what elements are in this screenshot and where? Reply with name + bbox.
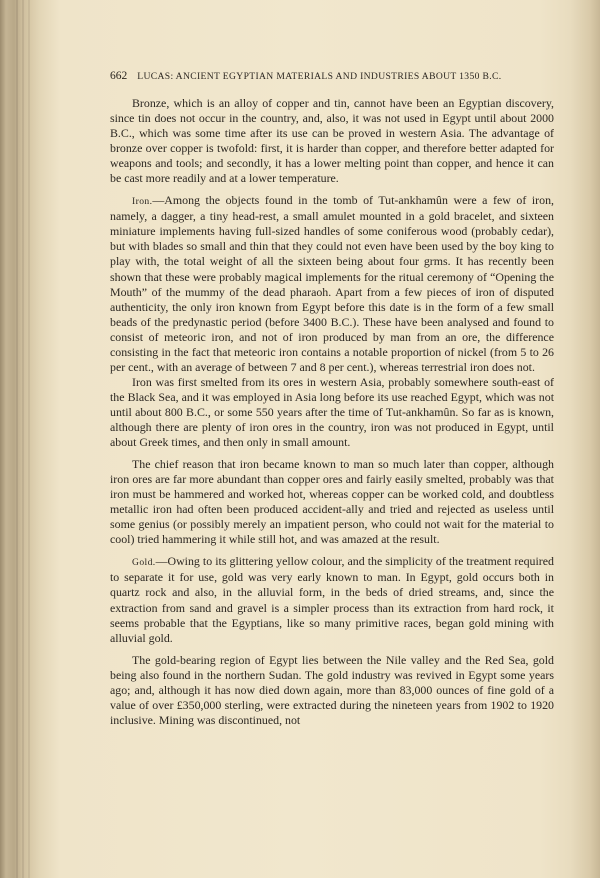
body-text bbox=[110, 96, 554, 728]
paragraph-iron-reason bbox=[110, 457, 554, 547]
section-heading-iron: Iron. bbox=[132, 196, 153, 208]
paragraph-text: —Owing to its glittering yellow colour, and the simplicity of the treatment required to separate it for use, gold was very early known to man. In Egypt, gold occurs both in quartz rock and also, in the alluvial form, in the beds of dried streams, and, since the extraction from sand and gravel is a simpler process than its extraction from hard rock, it seems probable that the Egyptians, like so many primitive races, began gold mining with alluvial gold. bbox=[110, 554, 554, 645]
paragraph-iron bbox=[110, 193, 554, 375]
paragraph-text: —Among the objects found in the tomb of Tut-ankhamûn were a few of iron, namely, a dagger, a tiny head-rest, a small amulet mounted in a gold bracelet, and sixteen miniature implements having full-sized handles of some coniferous wood (probably cedar), but with blades so small and thin that they could not even have been used by the boy king to play with, the total weight of all the sixteen being about four grms. It has recently been shown that these were probably magical implements for the ritual ceremony of “Opening the Mouth” of the mummy of the dead pharaoh. Apart from a few pieces of iron of disputed authenticity, the only iron known from Egypt before this date is in the form of a few small beads of the predynastic period (before 3400 B.C.). These have been analysed and found to consist of meteoric iron, and not of iron produced by man from an ore, the difference consisting in the fact that meteoric iron contains a notable proportion of nickel (from 5 to 26 per cent., with an average of between 7 and 8 per cent.), whereas terrestrial iron does not. bbox=[110, 193, 554, 374]
paragraph-text: The gold-bearing region of Egypt lies between the Nile valley and the Red Sea, gold being also found in the northern Sudan. The gold industry was revived in Egypt some years ago; and, although it has now died down again, more than 83,000 ounces of fine gold of a value of over £350,000 sterling, were extracted during the nineteen years from 1902 to 1920 inclusive. Mining was discontinued, not bbox=[110, 652, 554, 727]
page-edge-shadow bbox=[22, 0, 24, 878]
paragraph-gold bbox=[110, 554, 554, 645]
running-head-title: LUCAS: ANCIENT EGYPTIAN MATERIALS AND INDUSTRIES ABOUT 1350 B.C. bbox=[137, 71, 502, 82]
paragraph-text: Iron was first smelted from its ores in western Asia, probably somewhere south-east of the Black Sea, and it was employed in Asia long before its use reached Egypt, which was not until about 800 B.C., or some 550 years after the time of Tut-ankhamûn. So far as is known, although there are plenty of iron ores in the country, iron was not produced in Egypt, until about Greek times, and then only in small amount. bbox=[110, 374, 554, 450]
paragraph-text: The chief reason that iron became known to man so much later than copper, although iron ores are far more abundant than copper ores and fairly easily smelted, probably was that iron must be hammered and worked hot, whereas copper can be worked cold, and doubtless metallic iron had often been produced accident-ally and tried and rejected as useless until some genius (or possibly merely an impatient person, who could not wait for the material to cool) tried hammering it while still hot, and was amazed at the result. bbox=[110, 457, 554, 547]
page-edge-shadow bbox=[28, 0, 30, 878]
printed-page bbox=[110, 70, 554, 850]
paragraph-bronze bbox=[110, 96, 554, 186]
section-heading-gold: Gold. bbox=[132, 557, 156, 569]
paragraph-text: Bronze, which is an alloy of copper and tin, cannot have been an Egyptian discovery, since tin does not occur in the country, and, also, it was not used in Egypt until about 2000 B.C., which was some time after its use can be proved in western Asia. The advantage of bronze over copper is twofold: first, it is harder than copper, and therefore better adapted for weapons and tools; and secondly, it has a lower melting point than copper, and hence it can be cast more readily and at a lower temperature. bbox=[110, 96, 554, 186]
paragraph-iron-smelting bbox=[110, 375, 554, 450]
paragraph-gold-region bbox=[110, 653, 554, 728]
page-number: 662 bbox=[110, 70, 128, 82]
running-head bbox=[110, 70, 554, 82]
page-edge-shadow bbox=[16, 0, 18, 878]
